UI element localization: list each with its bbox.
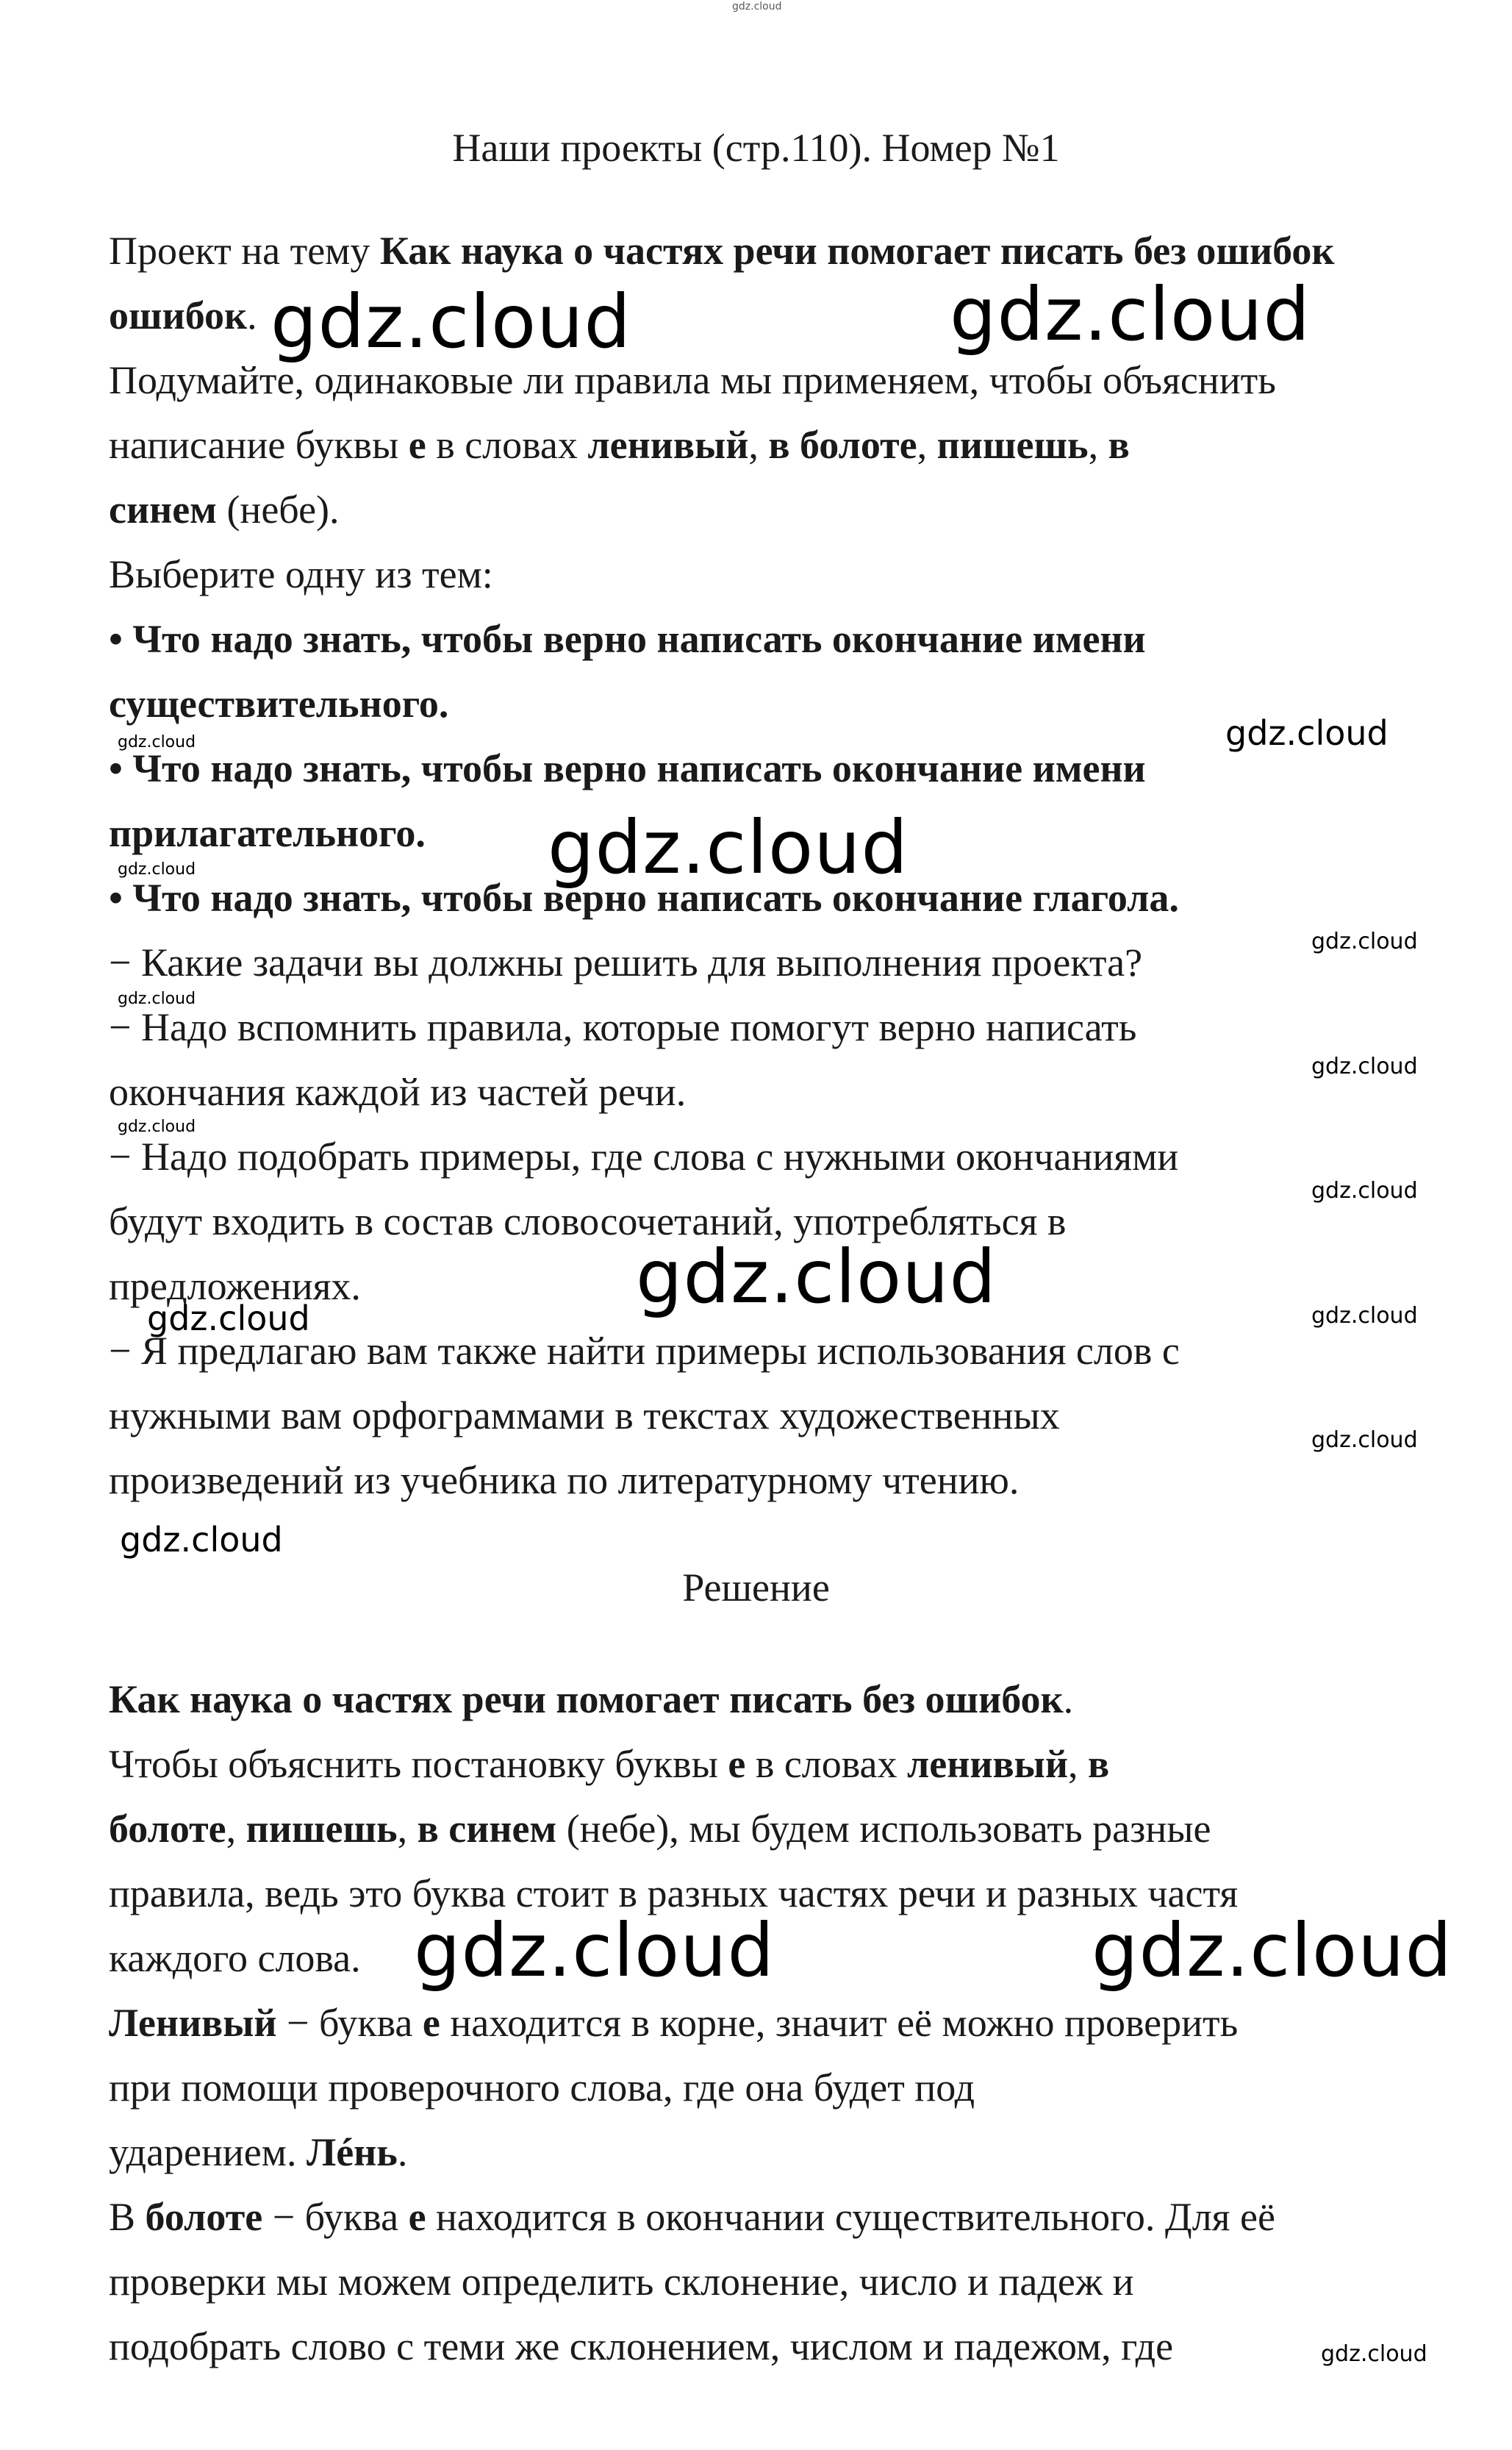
dialog-line: − Надо вспомнить правила, которые помогут верно написать (109, 1005, 1137, 1049)
watermark: gdz.cloud (120, 1520, 283, 1560)
solution-title: Как наука о частях речи помогает писать без ошибок. (109, 1677, 1074, 1721)
solution-line: ударением. Лéнь. (109, 2130, 408, 2174)
watermark: gdz.cloud (1311, 1303, 1418, 1329)
task-topic-continued: ошибок. (109, 293, 257, 338)
solution-line: правила, ведь это буква стоит в разных частях речи и разных частя (109, 1871, 1239, 1915)
dialog-line: нужными вам орфограммами в текстах художественных (109, 1393, 1060, 1438)
watermark: gdz.cloud (1321, 2341, 1427, 2367)
watermark: gdz.cloud (118, 733, 196, 751)
watermark: gdz.cloud (1311, 1178, 1418, 1204)
solution-line: при помощи проверочного слова, где она будет под (109, 2065, 975, 2110)
watermark: gdz.cloud (118, 1118, 196, 1136)
solution-line: болоте, пишешь, в синем (небе), мы будем использовать разные (109, 1807, 1211, 1851)
watermark: gdz.cloud (118, 990, 196, 1008)
topic-item: прилагательного. (109, 811, 426, 855)
topic-item: • Что надо знать, чтобы верно написать окончание имени (109, 617, 1146, 661)
task-paragraph-line: написание буквы е в словах ленивый, в болоте, пишешь, в (109, 423, 1130, 467)
choose-topic-line: Выберите одну из тем: (109, 552, 493, 596)
dialog-line: предложениях. (109, 1264, 361, 1308)
topic-item: существительного. (109, 682, 449, 726)
dialog-line: − Я предлагаю вам также найти примеры использования слов с (109, 1329, 1180, 1373)
watermark: gdz.cloud (732, 1, 782, 12)
task-intro-line: Проект на тему Как наука о частях речи помогает писать без ошибок (109, 229, 1335, 273)
task-paragraph-line: Подумайте, одинаковые ли правила мы применяем, чтобы объяснить (109, 358, 1276, 402)
watermark: gdz.cloud (950, 271, 1311, 357)
page-title: Наши проекты (стр.110). Номер №1 (452, 126, 1060, 170)
watermark: gdz.cloud (636, 1234, 997, 1320)
watermark: gdz.cloud (1092, 1907, 1453, 1993)
watermark: gdz.cloud (414, 1907, 775, 1993)
dialog-line: − Надо подобрать примеры, где слова с нужными окончаниями (109, 1135, 1179, 1179)
solution-line: Ленивый − буква е находится в корне, значит её можно проверить (109, 2001, 1239, 2045)
solution-line: каждого слова. (109, 1936, 361, 1980)
solution-line: В болоте − буква е находится в окончании существительного. Для её (109, 2195, 1275, 2239)
solution-line: Чтобы объяснить постановку буквы е в словах ленивый, в (109, 1742, 1110, 1786)
topic-item: • Что надо знать, чтобы верно написать окончание имени (109, 746, 1146, 790)
solution-heading: Решение (682, 1565, 830, 1610)
watermark: gdz.cloud (1311, 1054, 1418, 1079)
dialog-line: будут входить в состав словосочетаний, употребляться в (109, 1199, 1067, 1243)
task-paragraph-line: синем (небе). (109, 488, 340, 532)
watermark: gdz.cloud (1311, 929, 1418, 954)
watermark: gdz.cloud (118, 860, 196, 879)
watermark: gdz.cloud (270, 279, 632, 365)
watermark: gdz.cloud (147, 1299, 310, 1338)
dialog-line: − Какие задачи вы должны решить для выполнения проекта? (109, 940, 1143, 985)
watermark: gdz.cloud (1225, 713, 1389, 753)
dialog-line: произведений из учебника по литературному чтению. (109, 1458, 1020, 1502)
topic-item: • Что надо знать, чтобы верно написать окончание глагола. (109, 876, 1179, 920)
watermark: gdz.cloud (1311, 1427, 1418, 1453)
dialog-line: окончания каждой из частей речи. (109, 1070, 687, 1114)
solution-line: подобрать слово с теми же склонением, числом и падежом, где (109, 2324, 1174, 2368)
solution-line: проверки мы можем определить склонение, число и падеж и (109, 2260, 1134, 2304)
watermark: gdz.cloud (548, 804, 909, 890)
